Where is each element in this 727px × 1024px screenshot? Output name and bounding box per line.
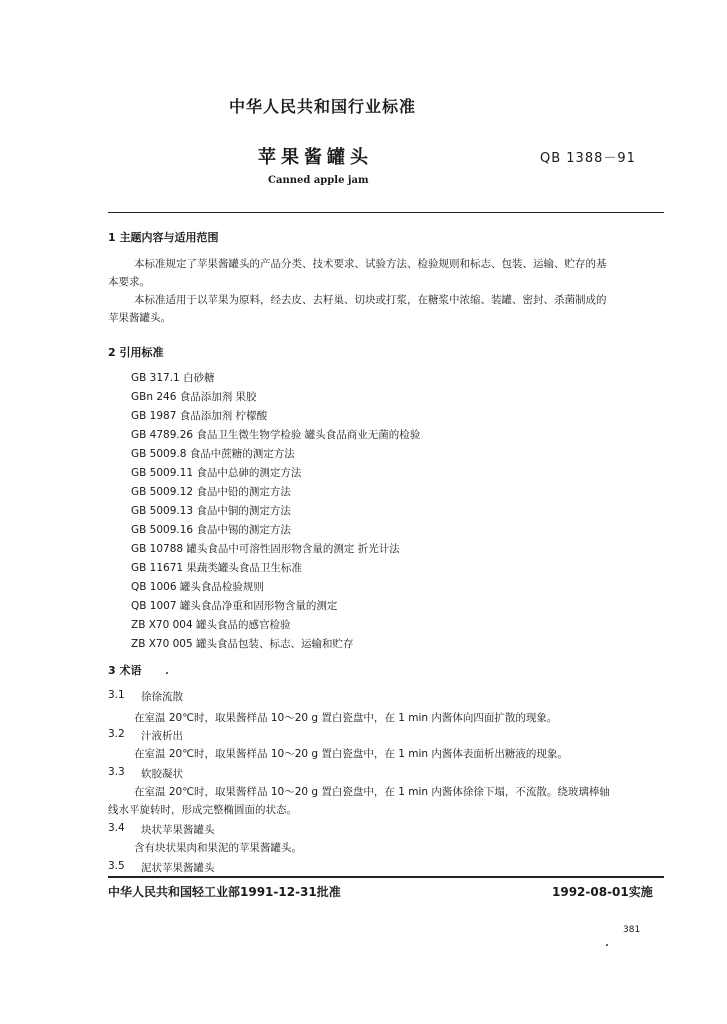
english-subtitle: Canned apple jam [268,175,369,186]
section-1-para-2-line-1: 本标准适用于以苹果为原料，经去皮、去籽巢、切块或打浆，在糖浆中浓缩、装罐、密封、杀菌制成的 [134,294,607,306]
reference-item: GB 5009.16 食品中锡的测定方法 [131,524,291,536]
section-3-heading: 3 术语 [108,664,142,677]
section-1-para-2-line-2: 苹果酱罐头。 [108,312,171,324]
term-label: 块状苹果酱罐头 [141,824,215,836]
reference-item: ZB X70 005 罐头食品包装、标志、运输和贮存 [131,638,354,650]
term-definition-line: 在室温 20℃时，取果酱样品 10～20 g 置白瓷盘中，在 1 min 内酱体徐徐下塌，不流散。绕玻璃棒轴 [134,786,610,798]
effective-date: 1992-08-01实施 [552,885,653,899]
term-label: 汁液析出 [141,730,183,742]
reference-item: GB 10788 罐头食品中可溶性固形物含量的测定 折光计法 [131,543,400,555]
reference-item: GB 4789.26 食品卫生微生物学检验 罐头食品商业无菌的检验 [131,429,421,441]
term-number: 3.5 [108,860,125,872]
page-number: 381 [623,925,641,935]
reference-item: GB 5009.12 食品中铅的测定方法 [131,486,291,498]
header-rule [108,212,664,213]
term-label: 软胶凝状 [141,768,183,780]
term-number: 3.2 [108,728,125,740]
term-label: 泥状苹果酱罐头 [141,862,215,874]
reference-item: ZB X70 004 罐头食品的感官检验 [131,619,291,631]
reference-item: GB 5009.13 食品中铜的测定方法 [131,505,291,517]
term-number: 3.3 [108,766,125,778]
reference-item: QB 1006 罐头食品检验规则 [131,581,264,593]
term-definition-line: 在室温 20℃时，取果酱样品 10～20 g 置白瓷盘中，在 1 min 内酱体向四面扩散的现象。 [134,712,558,724]
standard-category-title: 中华人民共和国行业标准 [228,97,416,116]
term-definition-line: 含有块状果肉和果泥的苹果酱罐头。 [134,842,302,854]
section-1-heading: 1 主题内容与适用范围 [108,231,219,244]
scan-speck [606,944,608,946]
reference-item: GB 1987 食品添加剂 柠檬酸 [131,410,268,422]
term-number: 3.4 [108,822,125,834]
standard-code: QB 1388－91 [540,151,636,166]
reference-item: GB 5009.11 食品中总砷的测定方法 [131,467,302,479]
section-1-para-1-line-2: 本要求。 [108,276,150,288]
term-definition-line: 线水平旋转时，形成完整椭圆面的状态。 [108,804,297,816]
reference-item: QB 1007 罐头食品净重和固形物含量的测定 [131,600,338,612]
document-title: 苹果酱罐头 [258,147,373,168]
footer-rule [108,876,664,878]
section-2-heading: 2 引用标准 [108,346,164,359]
section-1-para-1-line-1: 本标准规定了苹果酱罐头的产品分类、技术要求、试验方法、检验规则和标志、包装、运输、贮存的基 [134,258,607,270]
reference-item: GB 11671 果蔬类罐头食品卫生标准 [131,562,302,574]
term-number: 3.1 [108,689,125,701]
reference-item: GB 317.1 白砂糖 [131,372,215,384]
scan-speck [166,672,168,674]
reference-item: GB 5009.8 食品中蔗糖的测定方法 [131,448,295,460]
term-definition-line: 在室温 20℃时，取果酱样品 10～20 g 置白瓷盘中，在 1 min 内酱体表面析出糖液的现象。 [134,748,568,760]
approval-statement: 中华人民共和国轻工业部1991-12-31批准 [108,885,341,899]
term-label: 徐徐流散 [141,691,183,703]
reference-item: GBn 246 食品添加剂 果胶 [131,391,257,403]
